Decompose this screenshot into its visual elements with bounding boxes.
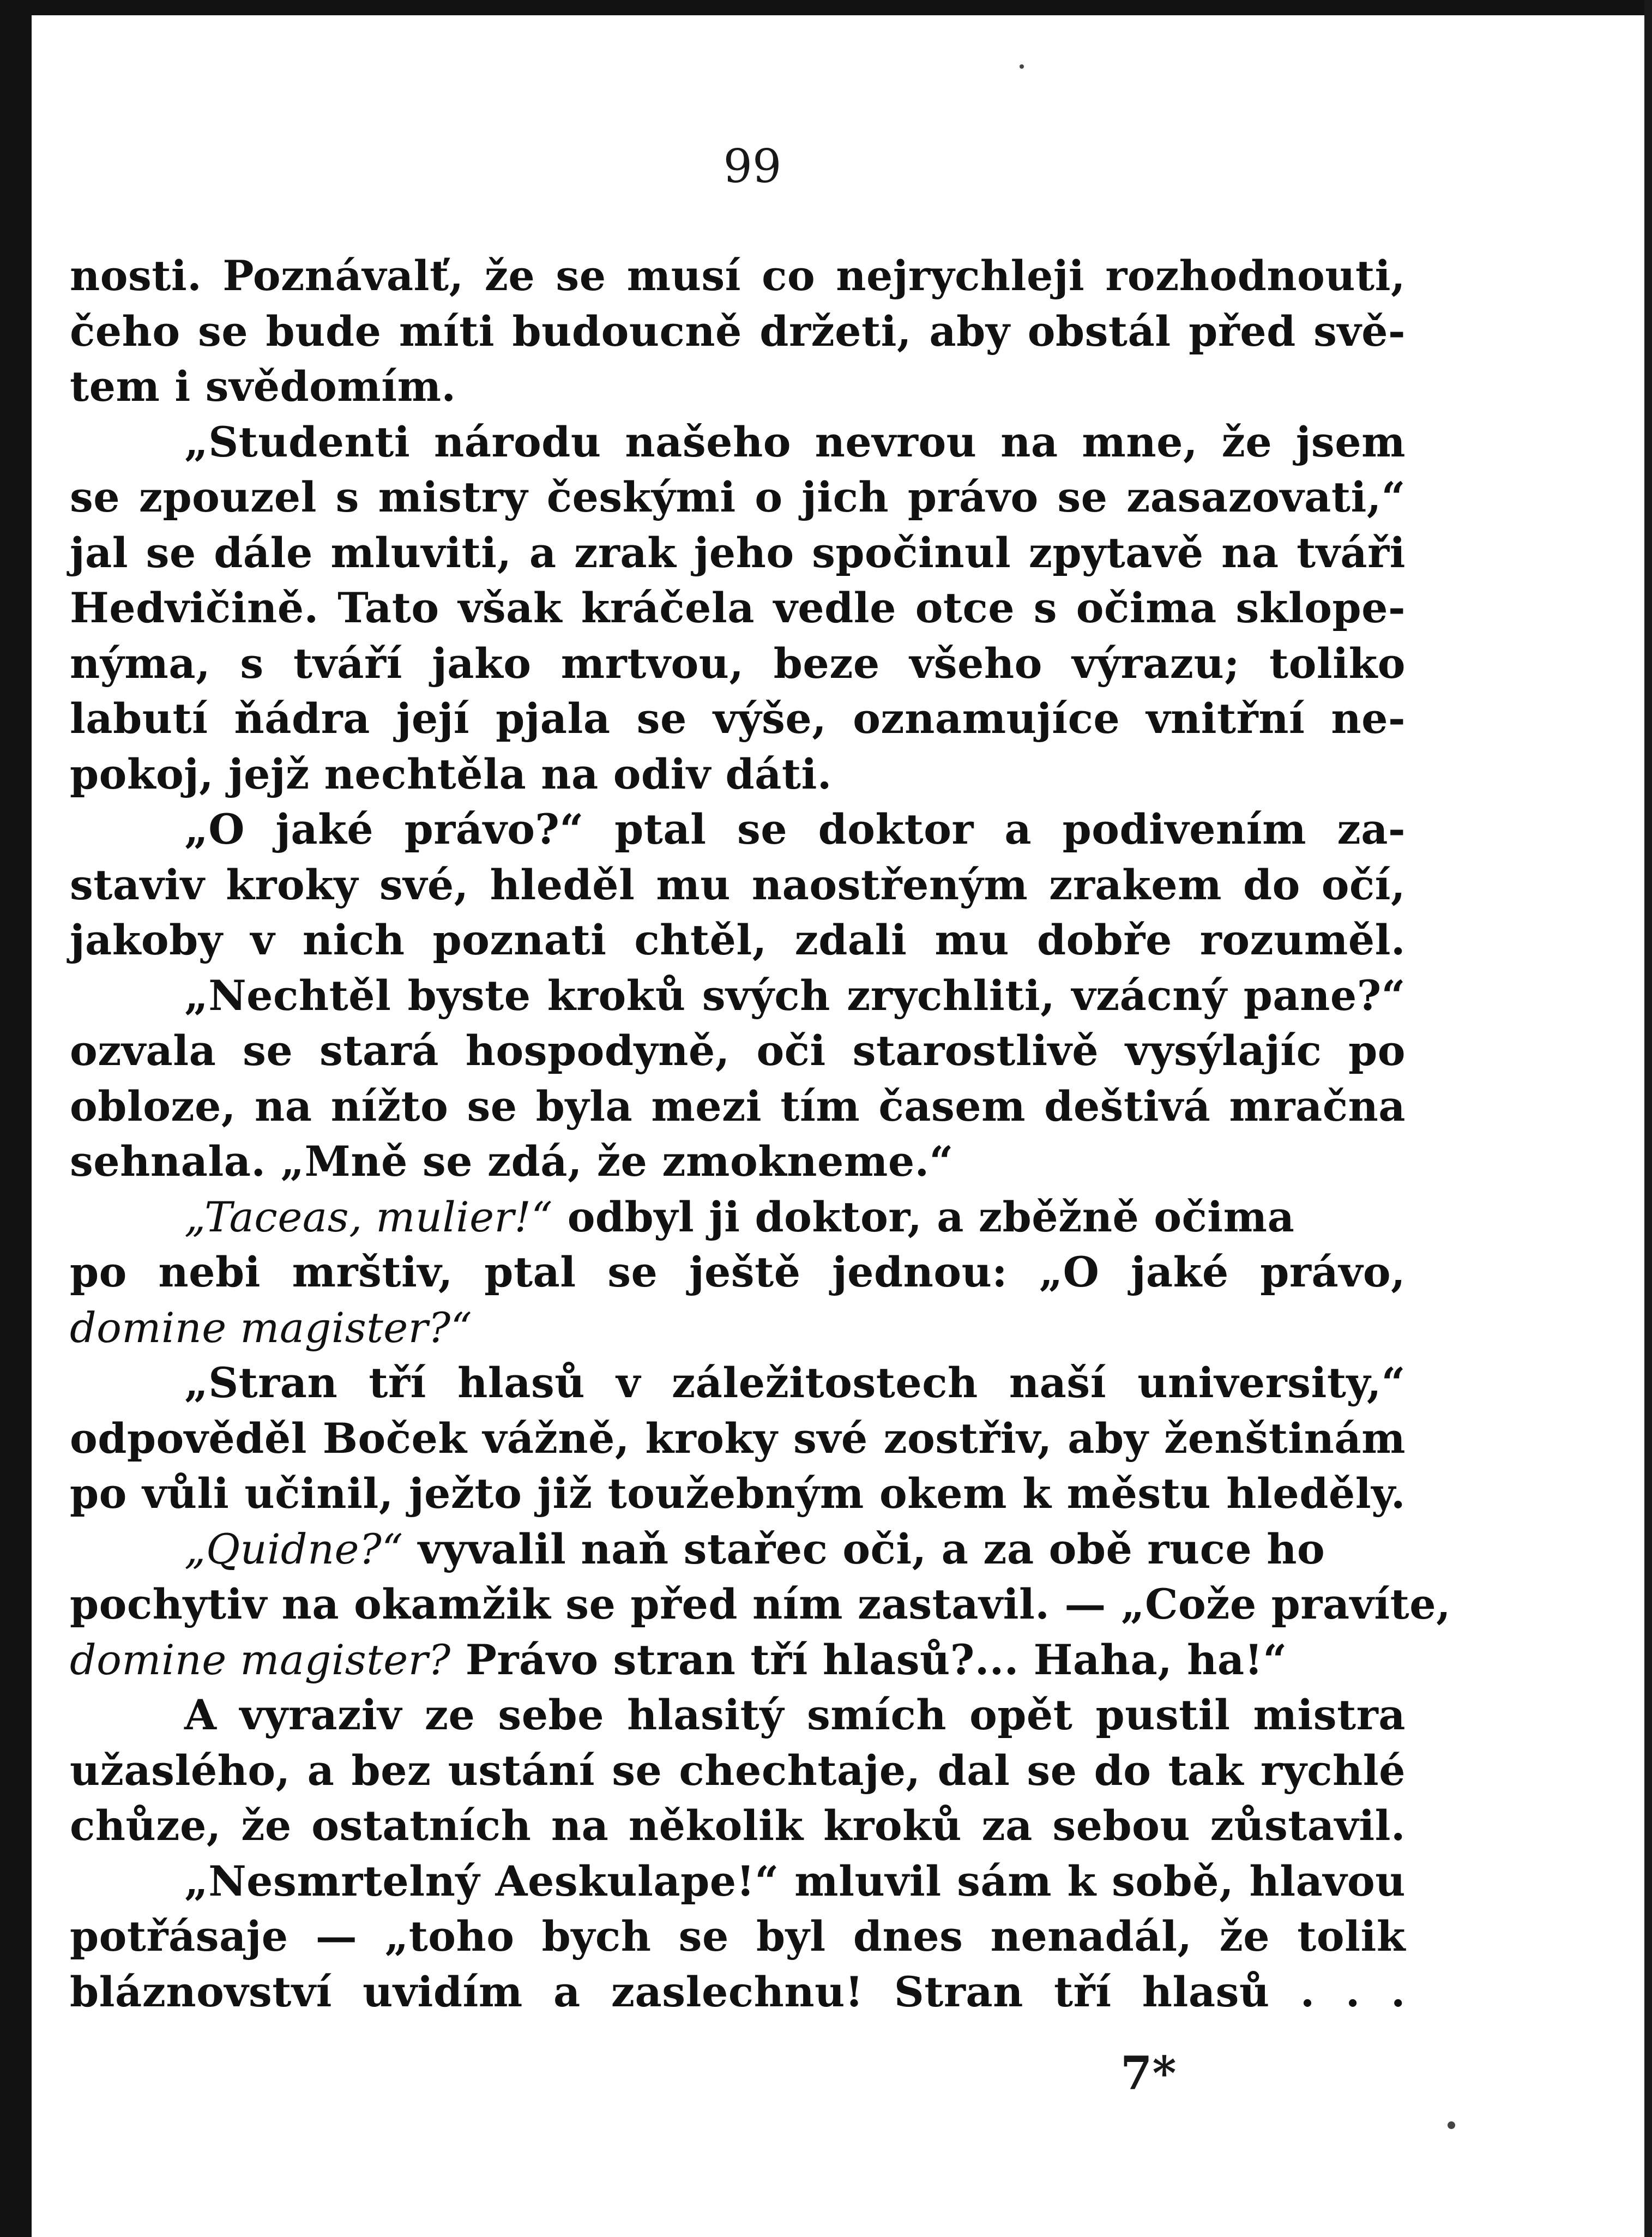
- text-run: odbyl ji doktor, a zběžně očima: [552, 1192, 1295, 1241]
- scan-speck: [1020, 64, 1024, 69]
- body-text: [70, 248, 1451, 2019]
- text-line: jakoby v nich poznati chtěl, zdali mu dobře rozuměl.: [70, 916, 1406, 964]
- italic-phrase: „Quidne?“: [184, 1524, 403, 1573]
- italic-phrase: „Taceas, mulier!“: [184, 1192, 553, 1241]
- signature-mark: 7*: [1120, 2046, 1177, 2100]
- text-line: „O jaké právo?“ ptal se doktor a podivením za-: [184, 805, 1406, 853]
- text-line-mixed: [70, 1300, 1406, 1356]
- text-line: ozvala se stará hospodyně, oči starostlivě vysýlajíc po: [70, 1026, 1406, 1075]
- text-line: užaslého, a bez ustání se chechtaje, dal se do tak rychlé: [70, 1746, 1406, 1795]
- italic-phrase: domine magister?: [70, 1635, 451, 1684]
- italic-phrase: domine magister?“: [70, 1303, 473, 1352]
- text-line-mixed: [70, 1189, 1406, 1245]
- text-line: A vyraziv ze sebe hlasitý smích opět pustil mistra: [184, 1691, 1406, 1739]
- text-line: nýma, s tváří jako mrtvou, beze všeho výrazu; toliko: [70, 639, 1406, 688]
- text-line: „Studenti národu našeho nevrou na mne, že jsem: [184, 417, 1406, 466]
- text-line: chůze, že ostatních na několik kroků za sebou zůstavil.: [70, 1801, 1406, 1850]
- text-line: obloze, na nížto se byla mezi tím časem deštivá mračna: [70, 1081, 1406, 1130]
- text-line: nosti. Poznávalť, že se musí co nejrychleji rozhodnouti,: [70, 251, 1406, 300]
- text-line: sehnala. „Mně se zdá, že zmokneme.“: [70, 1137, 954, 1186]
- text-line: pochytiv na okamžik se před ním zastavil. — „Cože pravíte,: [70, 1580, 1451, 1628]
- text-run: Právo stran tří hlasů?... Haha, ha!“: [450, 1635, 1287, 1684]
- text-line: „Stran tří hlasů v záležitostech naší university,“: [184, 1358, 1406, 1407]
- text-line: pokoj, jejž nechtěla na odiv dáti.: [70, 749, 832, 798]
- page-number: 99: [723, 140, 782, 193]
- text-line: čeho se bude míti budoucně držeti, aby obstál před svě-: [70, 306, 1406, 356]
- text-line-mixed: [70, 1632, 1406, 1688]
- text-line: staviv kroky své, hleděl mu naostřeným zrakem do očí,: [70, 860, 1406, 909]
- text-line: po nebi mrštiv, ptal se ještě jednou: „O jaké právo,: [70, 1248, 1406, 1296]
- text-line: bláznovství uvidím a zaslechnu! Stran tří hlasů . . .: [70, 1967, 1406, 2016]
- text-line: „Nesmrtelný Aeskulape!“ mluvil sám k sobě, hlavou: [184, 1856, 1406, 1905]
- text-line-mixed: [70, 1522, 1406, 1577]
- text-line: Hedvičině. Tato však kráčela vedle otce s očima sklope-: [70, 584, 1406, 632]
- text-run: vyvalil naň stařec oči, a za obě ruce ho: [403, 1524, 1325, 1573]
- scan-speck: [1448, 2121, 1455, 2129]
- scan-border-right: [1644, 0, 1652, 2237]
- text-line: „Nechtěl byste kroků svých zrychliti, vzácný pane?“: [184, 971, 1406, 1020]
- text-line: labutí ňádra její pjala se výše, oznamujíce vnitřní ne-: [70, 694, 1406, 743]
- text-line: se zpouzel s mistry českými o jich právo se zasazovati,“: [70, 473, 1406, 521]
- text-line: jal se dále mluviti, a zrak jeho spočinul zpytavě na tváři: [70, 528, 1406, 577]
- text-line: potřásaje — „toho bych se byl dnes nenadál, že tolik: [70, 1912, 1406, 1961]
- text-line: odpověděl Boček vážně, kroky své zostřiv, aby ženštinám: [70, 1414, 1406, 1463]
- text-line: tem i svědomím.: [70, 362, 456, 411]
- scan-border-top: [0, 0, 1652, 15]
- scan-border-left: [0, 0, 32, 2237]
- text-line: po vůli učinil, ježto již toužebným okem k městu hleděly.: [70, 1469, 1406, 1518]
